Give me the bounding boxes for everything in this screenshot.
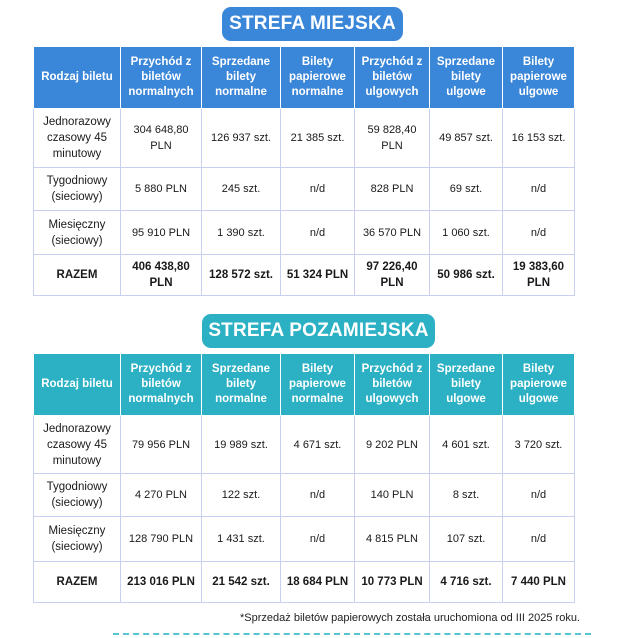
table-cell: 8 szt. bbox=[430, 474, 503, 517]
header-przychod-normalne: Przychód z biletów normalnych bbox=[121, 354, 202, 416]
header-papierowe-normalne: Bilety papierowe normalne bbox=[281, 47, 355, 109]
table-cell: 107 szt. bbox=[430, 517, 503, 562]
table-cell: 1 431 szt. bbox=[202, 517, 281, 562]
table-cell: 4 601 szt. bbox=[430, 416, 503, 474]
header-rodzaj-biletu: Rodzaj biletu bbox=[34, 354, 121, 416]
table-cell: 16 153 szt. bbox=[503, 109, 575, 168]
table-cell: 122 szt. bbox=[202, 474, 281, 517]
ticket-type-cell: Miesięczny (sieciowy) bbox=[34, 211, 121, 255]
table-cell: 304 648,80 PLN bbox=[121, 109, 202, 168]
total-cell: 213 016 PLN bbox=[121, 562, 202, 603]
total-cell: 51 324 PLN bbox=[281, 255, 355, 296]
table-cell: 59 828,40 PLN bbox=[355, 109, 430, 168]
table-cell: 19 989 szt. bbox=[202, 416, 281, 474]
header-papierowe-ulgowe: Bilety papierowe ulgowe bbox=[503, 47, 575, 109]
table-cell: n/d bbox=[503, 517, 575, 562]
total-cell: 97 226,40 PLN bbox=[355, 255, 430, 296]
section-title-miejska: STREFA MIEJSKA bbox=[222, 7, 403, 41]
table-cell: 828 PLN bbox=[355, 168, 430, 211]
table-strefa-miejska bbox=[33, 46, 575, 296]
table-cell: 49 857 szt. bbox=[430, 109, 503, 168]
total-row bbox=[34, 562, 575, 603]
table-cell: n/d bbox=[281, 474, 355, 517]
table-cell: n/d bbox=[281, 517, 355, 562]
table-cell: 4 671 szt. bbox=[281, 416, 355, 474]
table-cell: n/d bbox=[503, 211, 575, 255]
table-cell: 9 202 PLN bbox=[355, 416, 430, 474]
total-cell: 18 684 PLN bbox=[281, 562, 355, 603]
table-cell: 36 570 PLN bbox=[355, 211, 430, 255]
ticket-type-cell: Jednorazowy czasowy 45 minutowy bbox=[34, 109, 121, 168]
table-row bbox=[34, 416, 575, 474]
table-cell: n/d bbox=[281, 211, 355, 255]
header-sprzedane-normalne: Sprzedane bilety normalne bbox=[202, 354, 281, 416]
total-cell: 128 572 szt. bbox=[202, 255, 281, 296]
total-cell: 10 773 PLN bbox=[355, 562, 430, 603]
total-cell: 4 716 szt. bbox=[430, 562, 503, 603]
header-papierowe-normalne: Bilety papierowe normalne bbox=[281, 354, 355, 416]
ticket-type-cell: Tygodniowy (sieciowy) bbox=[34, 168, 121, 211]
table-cell: 95 910 PLN bbox=[121, 211, 202, 255]
header-przychod-ulgowe: Przychód z biletów ulgowych bbox=[355, 47, 430, 109]
total-label: RAZEM bbox=[34, 562, 121, 603]
total-label: RAZEM bbox=[34, 255, 121, 296]
table-row bbox=[34, 211, 575, 255]
total-cell: 7 440 PLN bbox=[503, 562, 575, 603]
table-header-row bbox=[34, 354, 575, 416]
table-cell: 4 815 PLN bbox=[355, 517, 430, 562]
table-cell: 69 szt. bbox=[430, 168, 503, 211]
table-cell: 140 PLN bbox=[355, 474, 430, 517]
total-cell: 50 986 szt. bbox=[430, 255, 503, 296]
table-cell: 1 060 szt. bbox=[430, 211, 503, 255]
header-papierowe-ulgowe: Bilety papierowe ulgowe bbox=[503, 354, 575, 416]
table-cell: 5 880 PLN bbox=[121, 168, 202, 211]
table-row bbox=[34, 474, 575, 517]
table-cell: 4 270 PLN bbox=[121, 474, 202, 517]
table-cell: 79 956 PLN bbox=[121, 416, 202, 474]
footnote: *Sprzedaż biletów papierowych została uruchomiona od III 2025 roku. bbox=[240, 612, 580, 624]
table-cell: n/d bbox=[281, 168, 355, 211]
header-przychod-normalne: Przychód z biletów normalnych bbox=[121, 47, 202, 109]
header-sprzedane-normalne: Sprzedane bilety normalne bbox=[202, 47, 281, 109]
header-rodzaj-biletu: Rodzaj biletu bbox=[34, 47, 121, 109]
ticket-type-cell: Miesięczny (sieciowy) bbox=[34, 517, 121, 562]
table-row bbox=[34, 109, 575, 168]
table-cell: 126 937 szt. bbox=[202, 109, 281, 168]
total-cell: 406 438,80 PLN bbox=[121, 255, 202, 296]
table-cell: n/d bbox=[503, 168, 575, 211]
table-row bbox=[34, 168, 575, 211]
table-cell: 245 szt. bbox=[202, 168, 281, 211]
table-row bbox=[34, 517, 575, 562]
dashed-divider bbox=[113, 633, 591, 635]
table-cell: 3 720 szt. bbox=[503, 416, 575, 474]
table-strefa-pozamiejska bbox=[33, 353, 575, 603]
header-przychod-ulgowe: Przychód z biletów ulgowych bbox=[355, 354, 430, 416]
table-header-row bbox=[34, 47, 575, 109]
total-cell: 21 542 szt. bbox=[202, 562, 281, 603]
total-cell: 19 383,60 PLN bbox=[503, 255, 575, 296]
table-cell: 1 390 szt. bbox=[202, 211, 281, 255]
total-row bbox=[34, 255, 575, 296]
table-cell: 128 790 PLN bbox=[121, 517, 202, 562]
table-cell: 21 385 szt. bbox=[281, 109, 355, 168]
section-title-pozamiejska: STREFA POZAMIEJSKA bbox=[202, 314, 435, 348]
ticket-type-cell: Tygodniowy (sieciowy) bbox=[34, 474, 121, 517]
ticket-type-cell: Jednorazowy czasowy 45 minutowy bbox=[34, 416, 121, 474]
header-sprzedane-ulgowe: Sprzedane bilety ulgowe bbox=[430, 354, 503, 416]
header-sprzedane-ulgowe: Sprzedane bilety ulgowe bbox=[430, 47, 503, 109]
table-cell: n/d bbox=[503, 474, 575, 517]
